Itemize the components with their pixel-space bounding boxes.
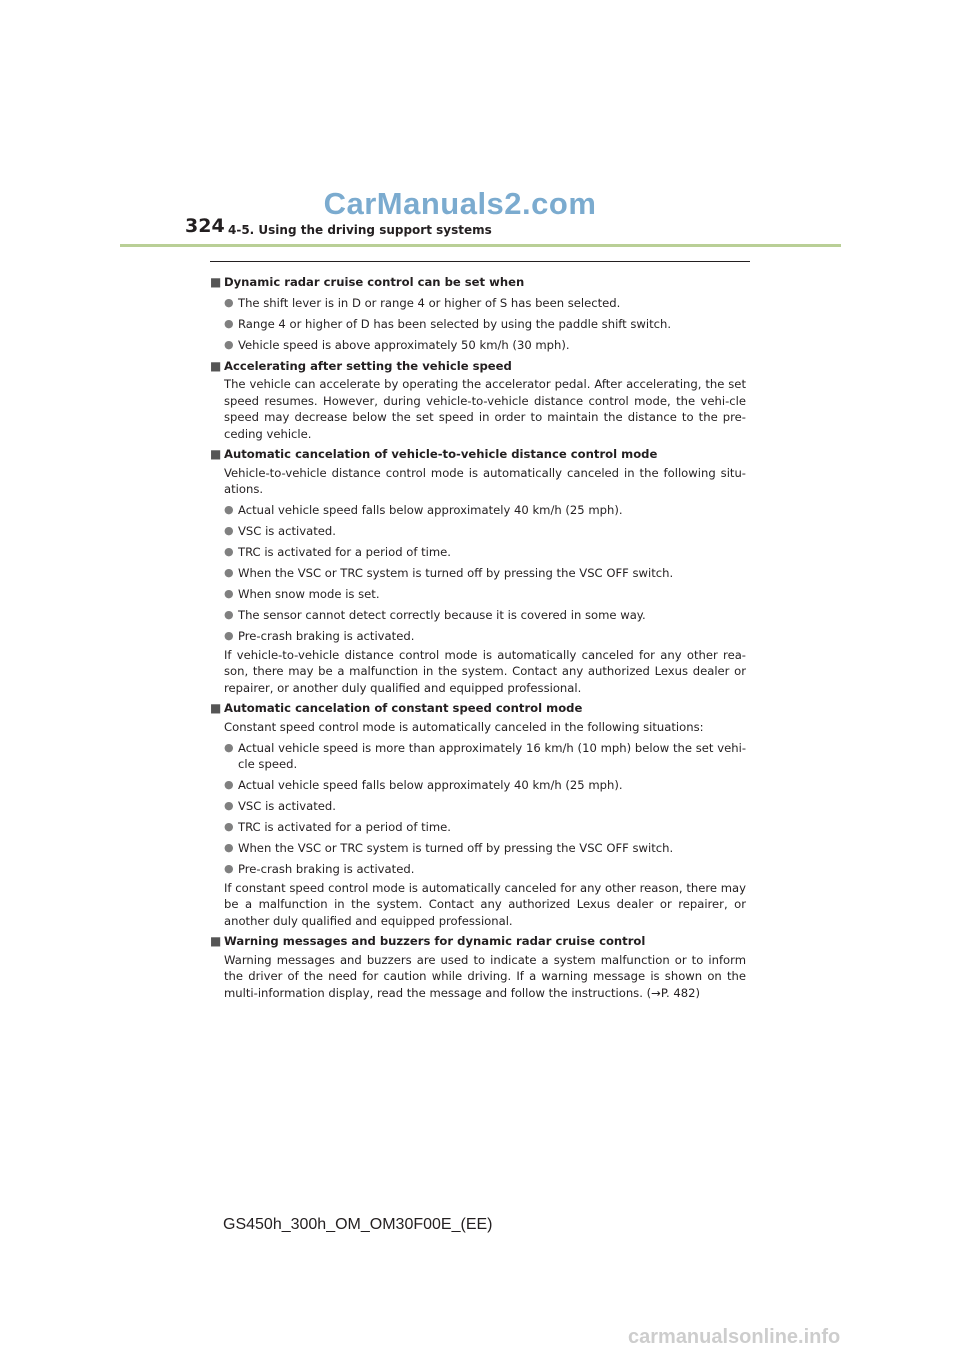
bullet-item: ● TRC is activated for a period of time. bbox=[224, 545, 451, 559]
header-divider bbox=[120, 244, 841, 247]
paragraph: If constant speed control mode is automatically canceled for any other reason, there may be a malfunction in the system. Contact any authorized Lexus dealer or repairer, or another duly qualified and equipped professional. bbox=[224, 880, 746, 928]
bullet-item: ● TRC is activated for a period of time. bbox=[224, 820, 451, 834]
square-bullet-icon: ■ bbox=[210, 701, 222, 715]
circle-bullet-icon: ● bbox=[224, 629, 234, 642]
circle-bullet-icon: ● bbox=[224, 862, 234, 875]
section-heading: ■ Warning messages and buzzers for dynamic radar cruise control bbox=[210, 934, 646, 948]
square-bullet-icon: ■ bbox=[210, 358, 222, 373]
bullet-item: ● Pre-crash braking is activated. bbox=[224, 629, 415, 643]
bullet-item: ● Vehicle speed is above approximately 50 km/h (30 mph). bbox=[224, 338, 570, 352]
square-bullet-icon: ■ bbox=[210, 447, 222, 461]
circle-bullet-icon: ● bbox=[224, 338, 234, 351]
bullet-item: ● Actual vehicle speed falls below approximately 40 km/h (25 mph). bbox=[224, 503, 623, 517]
paragraph: Warning messages and buzzers are used to indicate a system malfunction or to inform the driver of the need for caution while driving. If a warning message is shown on the multi-information display, read the message and follow the instructions. (→P. 482) bbox=[224, 952, 746, 1000]
circle-bullet-icon: ● bbox=[224, 317, 234, 330]
document-code: GS450h_300h_OM_OM30F00E_(EE) bbox=[223, 1216, 493, 1233]
circle-bullet-icon: ● bbox=[224, 799, 234, 812]
paragraph: Vehicle-to-vehicle distance control mode is automatically canceled in the following situ-ations. bbox=[224, 465, 746, 496]
circle-bullet-icon: ● bbox=[224, 608, 234, 621]
bullet-item: ● VSC is activated. bbox=[224, 524, 336, 538]
watermark-logo: CarManuals2.com bbox=[323, 186, 597, 221]
circle-bullet-icon: ● bbox=[224, 841, 234, 854]
section-heading: ■ Automatic cancelation of vehicle-to-vehicle distance control mode bbox=[210, 447, 658, 461]
square-bullet-icon: ■ bbox=[210, 275, 222, 289]
square-bullet-icon: ■ bbox=[210, 934, 222, 948]
paragraph: If vehicle-to-vehicle distance control mode is automatically canceled for any other rea-son, there may be a malfunction in the system. Contact any authorized Lexus dealer or repairer, or another duly qualified and equipped professional. bbox=[224, 647, 746, 695]
bullet-item: ● The sensor cannot detect correctly because it is covered in some way. bbox=[224, 608, 646, 622]
circle-bullet-icon: ● bbox=[224, 740, 234, 754]
circle-bullet-icon: ● bbox=[224, 296, 234, 309]
paragraph: Constant speed control mode is automatically canceled in the following situations: bbox=[224, 719, 704, 734]
watermark-footer: carmanualsonline.info bbox=[628, 1326, 841, 1348]
bullet-item: ● The shift lever is in D or range 4 or higher of S has been selected. bbox=[224, 296, 621, 310]
bullet-item: ● Actual vehicle speed falls below approximately 40 km/h (25 mph). bbox=[224, 778, 623, 792]
circle-bullet-icon: ● bbox=[224, 778, 234, 791]
section-heading: ■ Accelerating after setting the vehicle speed bbox=[210, 358, 512, 373]
circle-bullet-icon: ● bbox=[224, 524, 234, 537]
circle-bullet-icon: ● bbox=[224, 566, 234, 579]
bullet-item: ● Actual vehicle speed is more than approximately 16 km/h (10 mph) below the set vehi-cle speed. bbox=[224, 740, 746, 771]
content-body bbox=[210, 270, 746, 1001]
content-divider bbox=[210, 261, 750, 262]
circle-bullet-icon: ● bbox=[224, 545, 234, 558]
section-title: 4-5. Using the driving support systems bbox=[228, 223, 492, 237]
circle-bullet-icon: ● bbox=[224, 503, 234, 516]
circle-bullet-icon: ● bbox=[224, 820, 234, 833]
bullet-item: ● Pre-crash braking is activated. bbox=[224, 862, 415, 876]
bullet-item: ● When snow mode is set. bbox=[224, 587, 380, 601]
section-heading: ■ Dynamic radar cruise control can be set when bbox=[210, 275, 525, 289]
paragraph: The vehicle can accelerate by operating the accelerator pedal. After accelerating, the set speed resumes. However, during vehicle-to-vehicle distance control mode, the vehi-cle speed may decrease below the set speed in order to maintain the distance to the pre-ceding vehicle. bbox=[224, 377, 746, 441]
section-heading: ■ Automatic cancelation of constant speed control mode bbox=[210, 701, 583, 715]
bullet-item: ● When the VSC or TRC system is turned off by pressing the VSC OFF switch. bbox=[224, 841, 674, 855]
page-number: 324 bbox=[185, 215, 225, 237]
bullet-item: ● VSC is activated. bbox=[224, 799, 336, 813]
bullet-item: ● Range 4 or higher of D has been selected by using the paddle shift switch. bbox=[224, 317, 672, 331]
bullet-item: ● When the VSC or TRC system is turned off by pressing the VSC OFF switch. bbox=[224, 566, 674, 580]
circle-bullet-icon: ● bbox=[224, 587, 234, 600]
